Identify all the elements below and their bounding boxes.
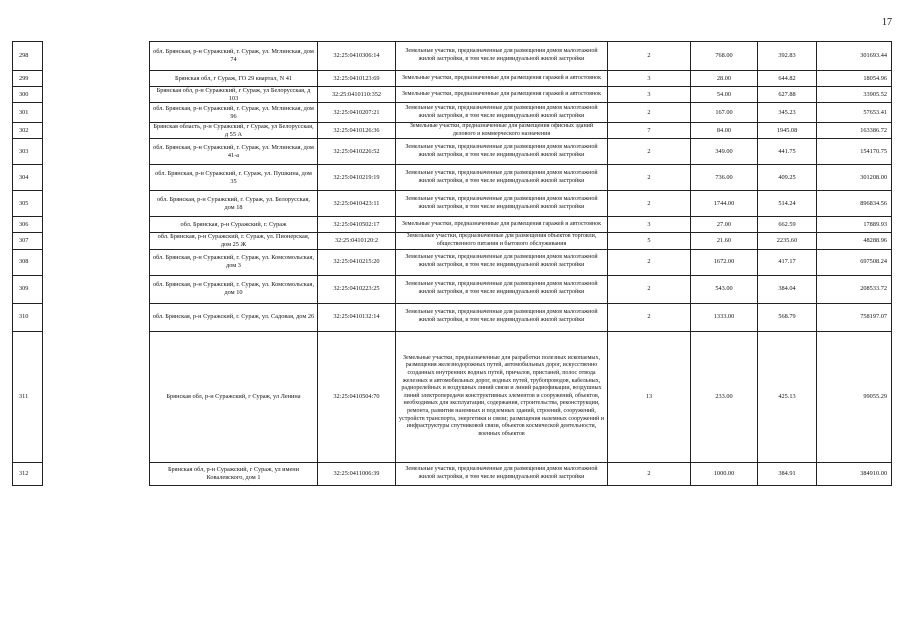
cadastral-number-cell: 32:25:0410215:20 (318, 249, 396, 275)
group-cell: 2 (608, 42, 691, 71)
land-use-cell: Земельные участки, предназначенные для размещения домов малоэтажной жилой застройки, в том числе индивидуальной жилой застройки (396, 103, 608, 123)
unit-value-cell: 2235.60 (758, 233, 817, 249)
cadastral-cost-cell: 163386.72 (817, 123, 892, 139)
table-row (13, 71, 892, 87)
area-cell: 28.00 (691, 71, 758, 87)
land-use-cell: Земельные участки, предназначенные для размещения домов малоэтажной жилой застройки, в том числе индивидуальной жилой застройки (396, 165, 608, 191)
table-row (13, 87, 892, 103)
area-cell: 768.00 (691, 42, 758, 71)
cadastral-number-cell: 32:25:0410423:11 (318, 191, 396, 217)
spacer (43, 42, 150, 71)
table-row (13, 217, 892, 233)
land-use-cell: Земельные участки, предназначенные для размещения объектов торговли, общественного питания и бытового обслуживания (396, 233, 608, 249)
area-cell: 21.60 (691, 233, 758, 249)
spacer (43, 331, 150, 462)
unit-value-cell: 425.13 (758, 331, 817, 462)
land-use-cell: Земельные участки, предназначенные для разработки полезных ископаемых, размещения железнодорожных путей, автомобильных дорог, искусственно созданных внутренних водных путей, причалов, пристаней, полос отвода железных и автомобильных дорог, водных путей, трубопроводов, кабельных, радиорелейных и воздушных линий связи и линий радиофикации, воздушных линий электропередачи конструктивных элементов и сооружений, объектов, необходимых для эксплуатации, содержания, строительства, реконструкции, ремонта, развития наземных и подземных зданий, строений, сооружений, устройств транспорта, энергетики и связи; размещения наземных сооружений и инфраструктуры спутниковой связи, объектов космической деятельности, военных объектов (396, 331, 608, 462)
area-cell: 1672.00 (691, 249, 758, 275)
cadastral-number-cell: 32:25:0410502:17 (318, 217, 396, 233)
unit-value-cell: 514.24 (758, 191, 817, 217)
spacer (43, 139, 150, 165)
row-number: 299 (13, 71, 43, 87)
row-number: 306 (13, 217, 43, 233)
row-number: 311 (13, 331, 43, 462)
cadastral-cost-cell: 301208.00 (817, 165, 892, 191)
land-use-cell: Земельные участки, предназначенные для размещения домов малоэтажной жилой застройки, в том числе индивидуальной жилой застройки (396, 275, 608, 303)
cadastral-number-cell: 32:25:0410123:69 (318, 71, 396, 87)
cadastral-number-cell: 32:25:0410504:70 (318, 331, 396, 462)
group-cell: 2 (608, 249, 691, 275)
table-row (13, 462, 892, 485)
cadastral-cost-cell: 17889.93 (817, 217, 892, 233)
address-cell: Брянская обл, г Сураж, ГО 29 квартал, N 41 (150, 71, 318, 87)
unit-value-cell: 627.88 (758, 87, 817, 103)
area-cell: 54.00 (691, 87, 758, 103)
cadastral-cost-cell: 48288.96 (817, 233, 892, 249)
group-cell: 3 (608, 87, 691, 103)
cadastral-number-cell: 32:25:0410226:52 (318, 139, 396, 165)
row-number: 303 (13, 139, 43, 165)
spacer (43, 233, 150, 249)
area-cell: 1000.00 (691, 462, 758, 485)
spacer (43, 249, 150, 275)
group-cell: 2 (608, 191, 691, 217)
land-use-cell: Земельные участки, предназначенные для размещения домов малоэтажной жилой застройки, в том числе индивидуальной жилой застройки (396, 42, 608, 71)
unit-value-cell: 409.25 (758, 165, 817, 191)
land-use-cell: Земельные участки, предназначенные для размещения домов малоэтажной жилой застройки, в том числе индивидуальной жилой застройки (396, 303, 608, 331)
row-number: 305 (13, 191, 43, 217)
table-row (13, 42, 892, 71)
unit-value-cell: 417.17 (758, 249, 817, 275)
spacer (43, 217, 150, 233)
unit-value-cell: 644.82 (758, 71, 817, 87)
address-cell: обл. Брянская, р-н Суражский, г. Сураж (150, 217, 318, 233)
address-cell: Брянская обл, р-н Суражский, г Сураж, ул имени Ковалевского, дом 1 (150, 462, 318, 485)
row-number: 308 (13, 249, 43, 275)
cadastral-table (12, 41, 892, 486)
table-row (13, 165, 892, 191)
group-cell: 3 (608, 71, 691, 87)
table-row (13, 331, 892, 462)
area-cell: 233.00 (691, 331, 758, 462)
cadastral-cost-cell: 697508.24 (817, 249, 892, 275)
page-number: 17 (882, 17, 892, 28)
group-cell: 7 (608, 123, 691, 139)
spacer (43, 103, 150, 123)
area-cell: 1744.00 (691, 191, 758, 217)
row-number: 300 (13, 87, 43, 103)
address-cell: обл. Брянская, р-н Суражский, г. Сураж, ул. Мглинская, дом 96 (150, 103, 318, 123)
area-cell: 349.00 (691, 139, 758, 165)
cadastral-number-cell: 32:25:0410223:25 (318, 275, 396, 303)
table-row (13, 139, 892, 165)
address-cell: Брянская обл, р-н Суражский, г Сураж, ул Ленина (150, 331, 318, 462)
land-use-cell: Земельные участки, предназначенные для размещения домов малоэтажной жилой застройки, в том числе индивидуальной жилой застройки (396, 462, 608, 485)
table-row (13, 123, 892, 139)
land-use-cell: Земельные участки, предназначенные для размещения офисных зданий делового и коммерческого назначения (396, 123, 608, 139)
address-cell: обл. Брянская, р-н Суражский, г. Сураж, ул. Мглинская, дом 41-а (150, 139, 318, 165)
cadastral-cost-cell: 18054.96 (817, 71, 892, 87)
group-cell: 2 (608, 139, 691, 165)
row-number: 302 (13, 123, 43, 139)
row-number: 309 (13, 275, 43, 303)
address-cell: Брянская обл, р-н Суражский, г Сураж, ул Белорусская, д 103 (150, 87, 318, 103)
land-use-cell: Земельные участки, предназначенные для размещения домов малоэтажной жилой застройки, в том числе индивидуальной жилой застройки (396, 249, 608, 275)
row-number: 310 (13, 303, 43, 331)
address-cell: Брянская область, р-н Суражский, г Сураж, ул Белорусская, д 55 А (150, 123, 318, 139)
land-use-cell: Земельные участки, предназначенные для размещения гаражей и автостоянок (396, 71, 608, 87)
land-use-cell: Земельные участки, предназначенные для размещения гаражей и автостоянок (396, 87, 608, 103)
address-cell: обл. Брянская, р-н Суражский, г. Сураж, ул. Пионерская, дом 25 Ж (150, 233, 318, 249)
area-cell: 736.00 (691, 165, 758, 191)
unit-value-cell: 392.83 (758, 42, 817, 71)
cadastral-number-cell: 32:25:0410132:14 (318, 303, 396, 331)
spacer (43, 462, 150, 485)
cadastral-number-cell: 32:25:0410126:36 (318, 123, 396, 139)
row-number: 307 (13, 233, 43, 249)
group-cell: 2 (608, 462, 691, 485)
row-number: 298 (13, 42, 43, 71)
cadastral-number-cell: 32:25:0410207:21 (318, 103, 396, 123)
cadastral-number-cell: 32:25:0410120:2 (318, 233, 396, 249)
table-row (13, 303, 892, 331)
cadastral-number-cell: 32:25:0411006:39 (318, 462, 396, 485)
spacer (43, 123, 150, 139)
row-number: 304 (13, 165, 43, 191)
area-cell: 27.00 (691, 217, 758, 233)
cadastral-cost-cell: 301693.44 (817, 42, 892, 71)
area-cell: 167.00 (691, 103, 758, 123)
spacer (43, 275, 150, 303)
spacer (43, 165, 150, 191)
cadastral-cost-cell: 208533.72 (817, 275, 892, 303)
area-cell: 1333.00 (691, 303, 758, 331)
cadastral-cost-cell: 384910.00 (817, 462, 892, 485)
cadastral-cost-cell: 896834.56 (817, 191, 892, 217)
cadastral-cost-cell: 758197.07 (817, 303, 892, 331)
group-cell: 13 (608, 331, 691, 462)
area-cell: 543.00 (691, 275, 758, 303)
table-row (13, 275, 892, 303)
unit-value-cell: 1945.08 (758, 123, 817, 139)
address-cell: обл. Брянская, р-н Суражский, г. Сураж, ул. Комсомольская, дом 3 (150, 249, 318, 275)
row-number: 301 (13, 103, 43, 123)
group-cell: 2 (608, 165, 691, 191)
table-row (13, 191, 892, 217)
cadastral-number-cell: 32:25:0410110:352 (318, 87, 396, 103)
land-use-cell: Земельные участки, предназначенные для размещения гаражей и автостоянок (396, 217, 608, 233)
address-cell: обл. Брянская, р-н Суражский, г. Сураж, ул. Пушкина, дом 35 (150, 165, 318, 191)
unit-value-cell: 568.79 (758, 303, 817, 331)
group-cell: 2 (608, 303, 691, 331)
unit-value-cell: 384.04 (758, 275, 817, 303)
table-row (13, 103, 892, 123)
spacer (43, 191, 150, 217)
cadastral-cost-cell: 57653.41 (817, 103, 892, 123)
spacer (43, 71, 150, 87)
unit-value-cell: 441.75 (758, 139, 817, 165)
cadastral-cost-cell: 33905.52 (817, 87, 892, 103)
table-row (13, 233, 892, 249)
row-number: 312 (13, 462, 43, 485)
land-use-cell: Земельные участки, предназначенные для размещения домов малоэтажной жилой застройки, в том числе индивидуальной жилой застройки (396, 191, 608, 217)
unit-value-cell: 345.23 (758, 103, 817, 123)
address-cell: обл. Брянская, р-н Суражский, г. Сураж, ул. Мглинская, дом 74 (150, 42, 318, 71)
group-cell: 5 (608, 233, 691, 249)
cadastral-number-cell: 32:25:0410219:19 (318, 165, 396, 191)
cadastral-cost-cell: 99055.29 (817, 331, 892, 462)
spacer (43, 87, 150, 103)
cadastral-cost-cell: 154170.75 (817, 139, 892, 165)
address-cell: обл. Брянская, р-н Суражский, г. Сураж, ул. Садовая, дом 26 (150, 303, 318, 331)
land-use-cell: Земельные участки, предназначенные для размещения домов малоэтажной жилой застройки, в том числе индивидуальной жилой застройки (396, 139, 608, 165)
address-cell: обл. Брянская, р-н Суражский, г. Сураж, ул. Комсомольская, дом 10 (150, 275, 318, 303)
unit-value-cell: 662.59 (758, 217, 817, 233)
group-cell: 2 (608, 103, 691, 123)
address-cell: обл. Брянская, р-н Суражский, г. Сураж, ул. Белорусская, дом 18 (150, 191, 318, 217)
unit-value-cell: 384.91 (758, 462, 817, 485)
spacer (43, 303, 150, 331)
cadastral-number-cell: 32:25:0410306:14 (318, 42, 396, 71)
group-cell: 2 (608, 275, 691, 303)
table-row (13, 249, 892, 275)
area-cell: 84.00 (691, 123, 758, 139)
group-cell: 3 (608, 217, 691, 233)
